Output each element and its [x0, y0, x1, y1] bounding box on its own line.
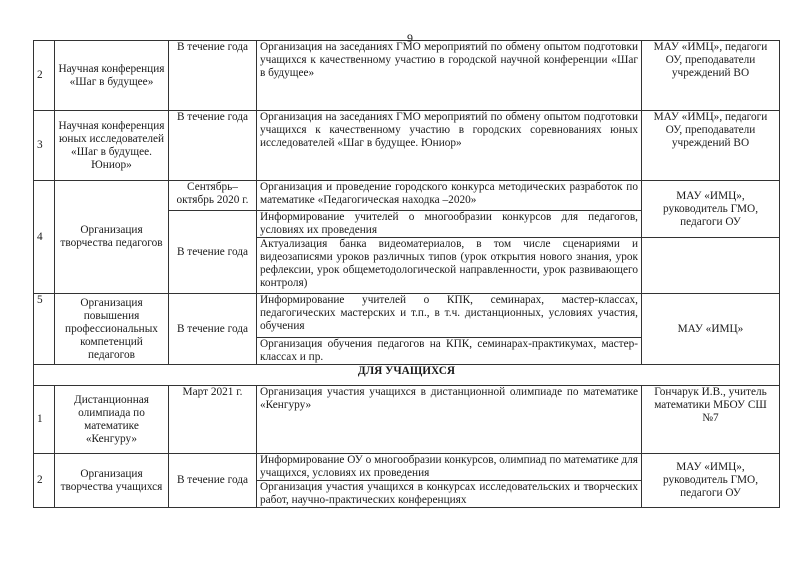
- row-activity: Организация на заседаниях ГМО мероприятий по обмену опытом подготовки учащихся к качественному участию в городских соревнованиях юных исследователей «Шаг в будущее. Юниор»: [257, 111, 642, 181]
- row-period: В течение года: [169, 454, 257, 508]
- row-activity: Актуализация банка видеоматериалов, в том числе сценариями и видеозаписями уроков различных типов (урок открытия нового знания, урок рефлексии, урок общеметодологической направленности, урок развивающего контроля): [257, 238, 642, 294]
- row-responsible: МАУ «ИМЦ», педагоги ОУ, преподаватели учреждений ВО: [642, 111, 780, 181]
- row-number: 1: [34, 386, 55, 454]
- table-row: [34, 386, 780, 454]
- row-responsible: Гончарук И.В., учитель математики МБОУ СШ №7: [642, 386, 780, 454]
- row-activity: Организация и проведение городского конкурса методических разработок по математике «Педагогическая находка –2020»: [257, 181, 642, 211]
- table-row: [34, 41, 780, 111]
- row-number: 4: [34, 181, 55, 294]
- row-number: 2: [34, 41, 55, 111]
- row-activity: Организация обучения педагогов на КПК, семинарах-практикумах, мастер-классах и пр.: [257, 338, 642, 365]
- table-row: [34, 294, 780, 338]
- table-row: [34, 111, 780, 181]
- row-topic: Дистанционная олимпиада по математике «Кенгуру»: [55, 386, 169, 454]
- row-period: В течение года: [169, 294, 257, 365]
- row-responsible: МАУ «ИМЦ», руководитель ГМО, педагоги ОУ: [642, 181, 780, 238]
- page-number: 9: [407, 31, 413, 45]
- row-activity: Организация на заседаниях ГМО мероприятий по обмену опытом подготовки учащихся к качественному участию в городской научной конференции «Шаг в будущее»: [257, 41, 642, 111]
- row-activity: Организация участия учащихся в конкурсах исследовательских и творческих работ, научно-практических конференциях: [257, 481, 642, 508]
- row-period: Март 2021 г.: [169, 386, 257, 454]
- row-number: 2: [34, 454, 55, 508]
- plan-table: [33, 40, 780, 508]
- row-period: В течение года: [169, 211, 257, 294]
- row-activity: Информирование учителей о КПК, семинарах, мастер-классах, педагогических мастерских и т.п., в т.ч. дистанционных, условиях участия, обучения: [257, 294, 642, 338]
- section-header-row: [34, 365, 780, 386]
- row-topic: Организация творчества педагогов: [55, 181, 169, 294]
- row-topic: Научная конференция «Шаг в будущее»: [55, 41, 169, 111]
- row-period: Сентябрь–октябрь 2020 г.: [169, 181, 257, 211]
- row-activity: Организация участия учащихся в дистанционной олимпиаде по математике «Кенгуру»: [257, 386, 642, 454]
- table-row: [34, 181, 780, 211]
- row-period: В течение года: [169, 41, 257, 111]
- row-activity: Информирование ОУ о многообразии конкурсов, олимпиад по математике для учащихся, условиях их проведения: [257, 454, 642, 481]
- row-responsible: МАУ «ИМЦ», руководитель ГМО, педагоги ОУ: [642, 454, 780, 508]
- row-responsible-empty: [642, 238, 780, 294]
- table-row: [34, 454, 780, 481]
- section-title: ДЛЯ УЧАЩИХСЯ: [34, 365, 780, 386]
- row-topic: Организация творчества учащихся: [55, 454, 169, 508]
- row-topic: Организация повышения профессиональных компетенций педагогов: [55, 294, 169, 365]
- row-number: 3: [34, 111, 55, 181]
- row-responsible: МАУ «ИМЦ»: [642, 294, 780, 365]
- row-period: В течение года: [169, 111, 257, 181]
- row-number: 5: [34, 294, 55, 365]
- row-activity: Информирование учителей о многообразии конкурсов для педагогов, условиях их проведения: [257, 211, 642, 238]
- row-responsible: МАУ «ИМЦ», педагоги ОУ, преподаватели учреждений ВО: [642, 41, 780, 111]
- row-topic: Научная конференция юных исследователей «Шаг в будущее. Юниор»: [55, 111, 169, 181]
